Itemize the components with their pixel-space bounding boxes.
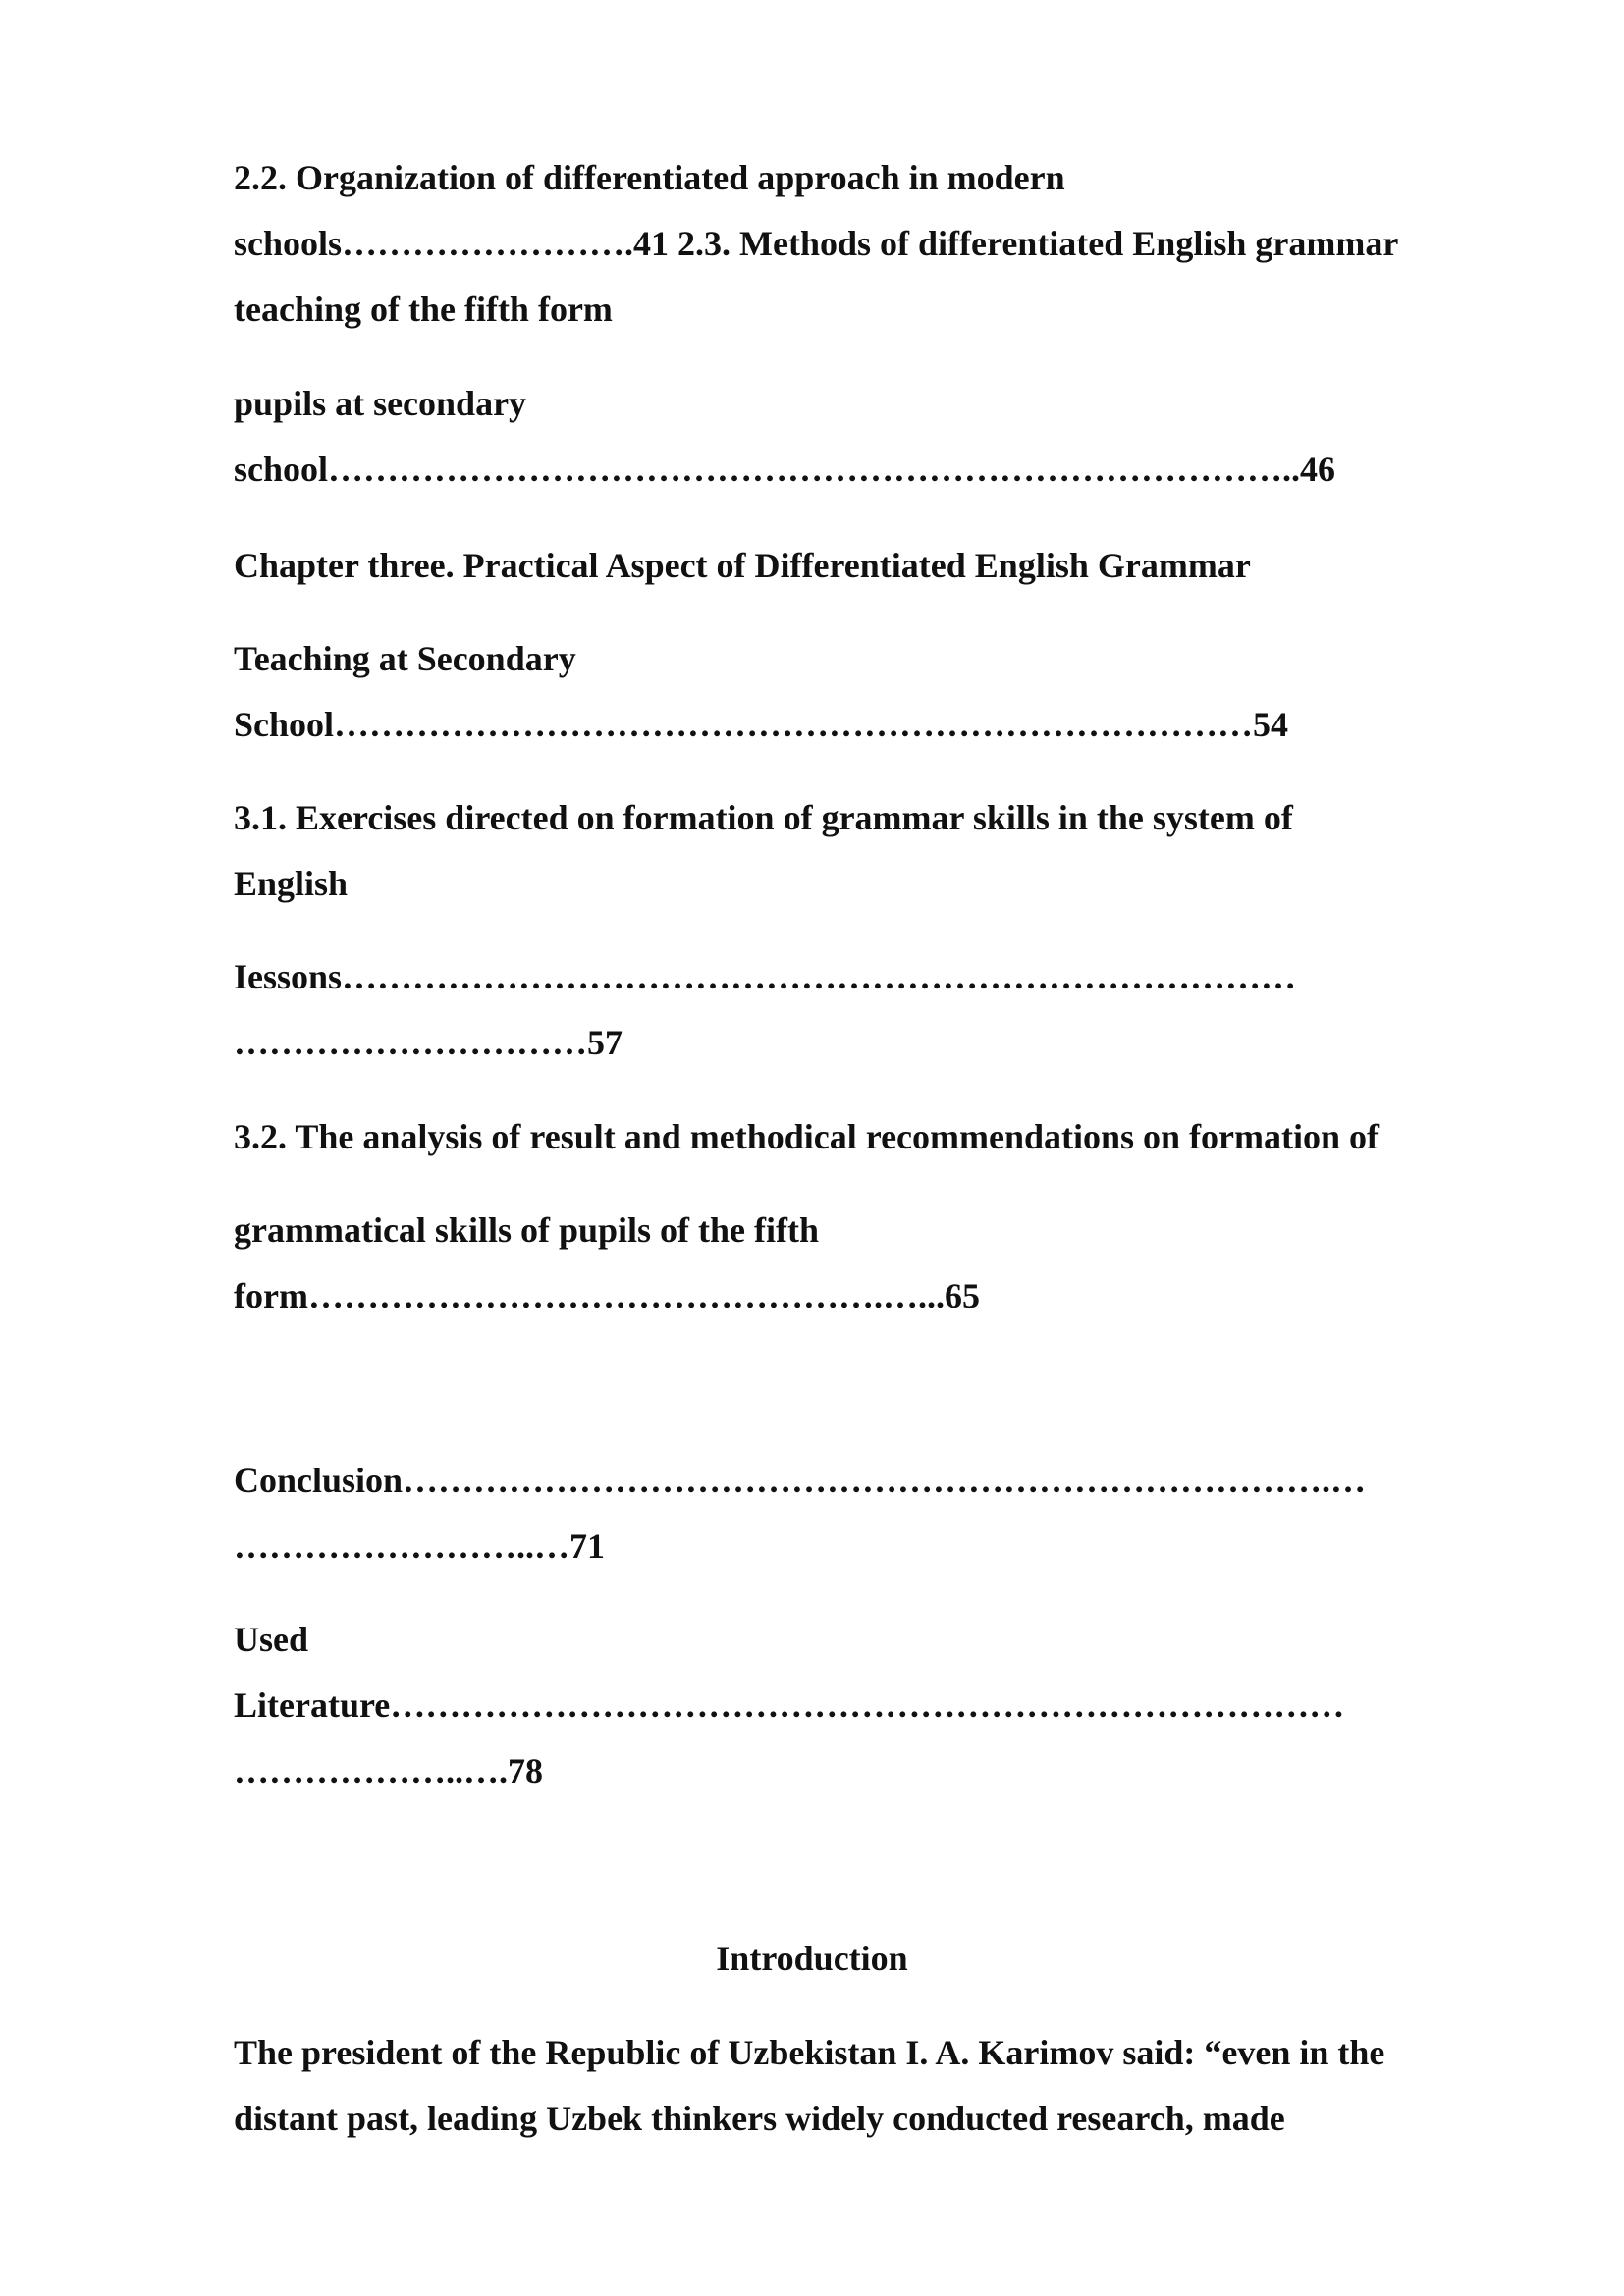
toc-entry-3-2-cont bbox=[234, 1198, 1530, 1329]
toc-line: form………………………………………….…...65 bbox=[234, 1276, 980, 1315]
toc-line: Teaching at Secondary bbox=[234, 639, 576, 678]
introduction-heading: Introduction bbox=[716, 1939, 908, 1978]
toc-line: Literature……………………………………………………………………… bbox=[234, 1685, 1345, 1725]
toc-line: grammatical skills of pupils of the fifth bbox=[234, 1210, 820, 1250]
toc-line: Used bbox=[234, 1620, 309, 1659]
toc-entry-3-2 bbox=[234, 1104, 1530, 1170]
toc-line: 3.2. The analysis of result and methodical recommendations on formation of bbox=[234, 1117, 1380, 1156]
toc-line: ……………………..…71 bbox=[234, 1526, 605, 1566]
toc-entry-2-3 bbox=[234, 371, 1530, 503]
toc-line: Chapter three. Practical Aspect of Differentiated English Grammar bbox=[234, 546, 1251, 585]
toc-line: ………………..….78 bbox=[234, 1751, 543, 1790]
toc-line: …………………………57 bbox=[234, 1023, 623, 1062]
toc-line: Conclusion…………………………………………………………………….… bbox=[234, 1461, 1367, 1500]
toc-entry-2-2 bbox=[234, 145, 1530, 343]
toc-line: School……………………………………………………………………54 bbox=[234, 705, 1289, 744]
toc-used-literature bbox=[234, 1607, 1530, 1804]
toc-line: schools…………………….41 2.3. Methods of differentiated English grammar bbox=[234, 224, 1399, 263]
toc-conclusion bbox=[234, 1448, 1530, 1579]
toc-line: school………………………………………………………………………..46 bbox=[234, 450, 1336, 489]
toc-line: 2.2. Organization of differentiated approach in modern bbox=[234, 158, 1065, 197]
toc-line: Iessons……………………………………………………………………… bbox=[234, 957, 1297, 996]
toc-chapter-three bbox=[234, 533, 1530, 599]
toc-entry-3-1-cont bbox=[234, 944, 1530, 1076]
toc-line: 3.1. Exercises directed on formation of grammar skills in the system of bbox=[234, 798, 1293, 837]
toc-line: teaching of the fifth form bbox=[234, 290, 613, 329]
toc-entry-3-1 bbox=[234, 785, 1530, 917]
toc-line: English bbox=[234, 864, 349, 903]
toc-chapter-three-cont bbox=[234, 626, 1530, 758]
paragraph-line: distant past, leading Uzbek thinkers widely conducted research, made bbox=[234, 2099, 1285, 2138]
paragraph-line: The president of the Republic of Uzbekistan I. A. Karimov said: “even in the bbox=[234, 2033, 1385, 2072]
introduction-paragraph bbox=[234, 2020, 1530, 2152]
toc-line: pupils at secondary bbox=[234, 384, 527, 423]
